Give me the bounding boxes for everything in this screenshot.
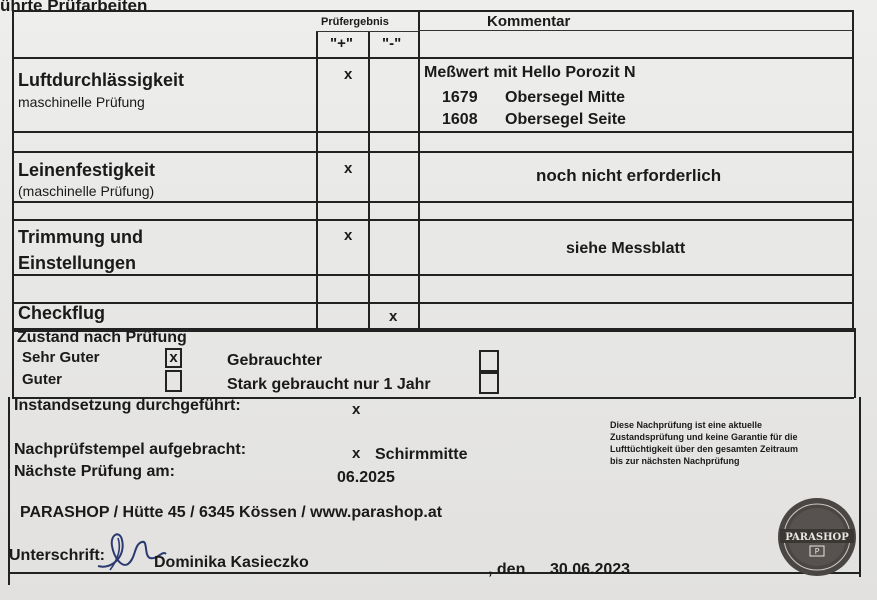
row-checkflug-fail-mark: x [389, 308, 398, 325]
row-leinenfestigkeit-pass-mark: x [344, 160, 353, 177]
row-luftdurchlaessigkeit-comment: Meßwert mit Hello Porozit N [424, 64, 636, 81]
header-kommentar: Kommentar [487, 13, 571, 30]
disclaimer-line: Zustandsprüfung und keine Garantie für die [610, 432, 798, 442]
repair-mark: x [352, 401, 361, 418]
next-inspection-date: 06.2025 [337, 469, 395, 486]
signer-name: Dominika Kasieczko [154, 554, 309, 571]
measurement-value: 1679 [442, 89, 478, 106]
condition-checkbox[interactable] [479, 372, 499, 394]
stamp-mark: x [352, 445, 361, 462]
header-pass: "+" [330, 35, 353, 52]
repair-label: Instandsetzung durchgeführt: [14, 397, 241, 414]
condition-checkbox[interactable] [165, 370, 182, 392]
row-luftdurchlaessigkeit-title: Luftdurchlässigkeit [18, 70, 185, 90]
signature-label: Unterschrift: [9, 547, 106, 564]
condition-checkbox[interactable]: x [165, 348, 182, 368]
measurement-label: Obersegel Mitte [505, 89, 626, 106]
row-leinenfestigkeit-subtitle: (maschinelle Prüfung) [18, 183, 155, 199]
seal-brand-text: PARASHOP [785, 532, 849, 543]
row-trimmung-pass-mark: x [344, 227, 353, 244]
disclaimer-line: bis zur nächsten Nachprüfung [610, 456, 740, 466]
disclaimer-line: Diese Nachprüfung ist eine aktuelle [610, 420, 763, 430]
row-checkflug-title: Checkflug [18, 303, 106, 323]
row-trimmung-title-line2: Einstellungen [18, 253, 137, 273]
row-luftdurchlaessigkeit-subtitle: maschinelle Prüfung [18, 94, 145, 110]
row-leinenfestigkeit-title: Leinenfestigkeit [18, 160, 156, 180]
row-luftdurchlaessigkeit-pass-mark: x [344, 66, 353, 83]
page-heading: ührte Prüfarbeiten [0, 0, 148, 15]
condition-option-label: Gebrauchter [227, 352, 323, 369]
next-inspection-label: Nächste Prüfung am: [14, 463, 175, 480]
condition-title: Zustand nach Prüfung [17, 329, 187, 346]
measurement-label: Obersegel Seite [505, 111, 626, 128]
stamp-location: Schirmmitte [375, 446, 468, 463]
condition-option-label: Stark gebraucht nur 1 Jahr [227, 376, 431, 393]
measurement-value: 1608 [442, 111, 478, 128]
row-trimmung-title-line1: Trimmung und [18, 227, 143, 247]
parashop-seal-icon [776, 496, 858, 578]
header-pruefergebnis: Prüfergebnis [321, 16, 389, 28]
company-address: PARASHOP / Hütte 45 / 6345 Kössen / www.parashop.at [20, 504, 443, 521]
row-leinenfestigkeit-comment: noch nicht erforderlich [536, 166, 722, 185]
svg-text:P: P [814, 547, 820, 556]
disclaimer-line: Lufttüchtigkeit über den gesamten Zeitraum [610, 444, 799, 454]
condition-option-label: Guter [22, 371, 63, 388]
stamp-label: Nachprüfstempel aufgebracht: [14, 441, 247, 458]
date-label: , den [488, 561, 526, 578]
header-fail: "-" [382, 35, 402, 52]
condition-option-label: Sehr Guter [22, 349, 100, 366]
row-trimmung-comment: siehe Messblatt [566, 240, 686, 257]
condition-checkbox[interactable] [479, 350, 499, 372]
signature-date: 30.06.2023 [550, 561, 631, 578]
